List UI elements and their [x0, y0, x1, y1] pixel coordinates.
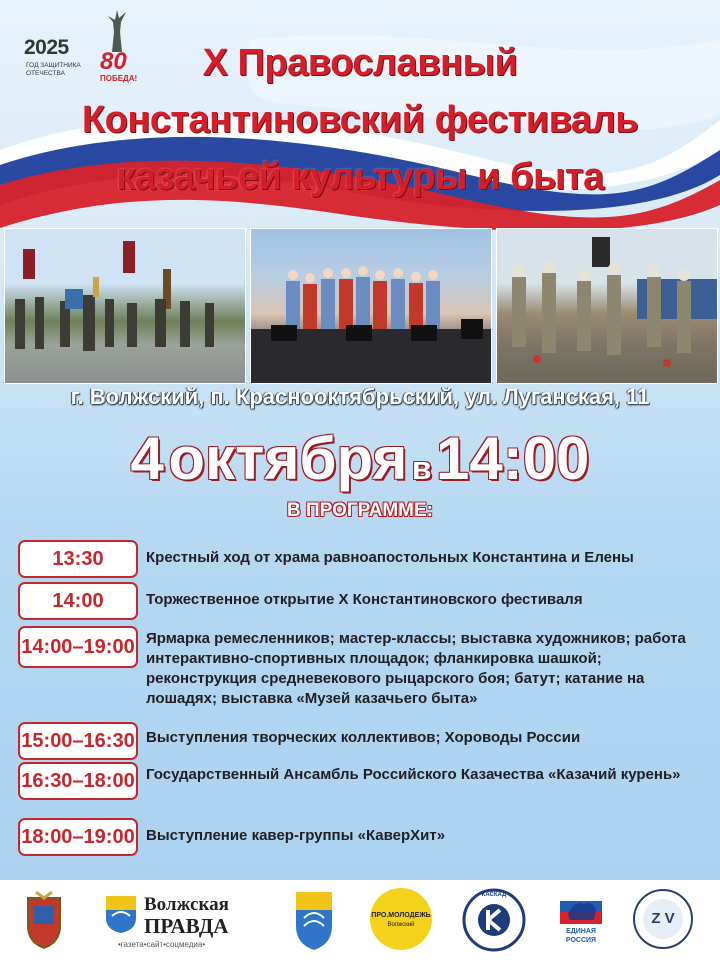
badge-80: 80 — [100, 48, 127, 75]
photo-stage-performance — [250, 228, 492, 384]
edinaya-label-1: ЕДИНАЯ — [566, 928, 596, 935]
title-line-2: Константиновский фестиваль — [81, 99, 639, 141]
schedule-time: 15:00–16:30 — [18, 722, 138, 760]
photo-strip — [4, 228, 716, 384]
date-time: 14:00 — [435, 425, 590, 492]
promolodezh-label: ПРО.МОЛОДЕЖЬ — [371, 912, 431, 919]
schedule-text: Крестный ход от храма равноапостольных Константина и Елены — [146, 549, 634, 566]
pravda-label: ПРАВДА — [144, 914, 229, 938]
partner-logos-footer — [0, 880, 720, 960]
schedule-text: Выступление кавер-группы «КаверХит» — [146, 827, 446, 844]
edinaya-rossiya-logo — [556, 888, 606, 952]
volzhskaya-pravda-logo — [104, 888, 264, 952]
schedule-time: 13:30 — [18, 540, 138, 578]
schedule-time: 14:00–19:00 — [18, 626, 138, 668]
event-date — [0, 424, 720, 493]
schedule-text: Государственный Ансамбль Российского Казачества «Казачий курень» — [146, 766, 681, 783]
badge-subtitle: ГОД ЗАЩИТНИКА ОТЕЧЕСТВА — [26, 62, 81, 77]
schedule-text: Торжественное открытие X Константиновского фестиваля — [146, 591, 583, 608]
photo-dancers — [496, 228, 718, 384]
title-line-3: казачьей культуры и быта — [116, 156, 604, 198]
photo-procession — [4, 228, 246, 384]
volzhsky-crest-icon — [292, 888, 336, 952]
schedule-text: Выступления творческих коллективов; Хороводы России — [146, 729, 581, 746]
schedule-time: 14:00 — [18, 582, 138, 620]
date-month: октября — [168, 425, 408, 492]
promolodezh-sub: Волжский — [387, 922, 415, 928]
volzhskaya-label: Волжская — [144, 894, 229, 915]
zv-label: Z V — [651, 910, 675, 927]
coat-of-arms-icon — [22, 888, 66, 952]
pravda-tagline: •газета•сайт•соцмедиа• — [118, 940, 206, 949]
schedule-time: 16:30–18:00 — [18, 762, 138, 800]
title-line-1: X Православный — [202, 42, 518, 84]
edinaya-rossiya-bear-icon — [560, 890, 602, 924]
badge-year: 2025 — [24, 36, 69, 59]
date-day: 4 — [130, 425, 164, 492]
schedule-text: Ярмарка ремесленников; мастер-классы; выставка художников; работа интерактивно-спортивных площадок; фланкировка шашкой; реконструкция средневекового рыцарского боя; батут; катание на лошадях; выставка «Музей казачьего быта» — [146, 630, 686, 707]
event-address: г. Волжский, п. Краснооктябрьский, ул. Луганская, 11 — [70, 384, 650, 409]
promolodezh-logo — [370, 888, 434, 952]
zv-logo — [632, 888, 694, 952]
badge-pobeda: ПОБЕДА! — [100, 74, 138, 83]
date-preposition: в — [411, 450, 432, 486]
kaskad-label: КАСКАД — [481, 892, 507, 898]
program-heading: В ПРОГРАММЕ: — [286, 500, 433, 521]
volzhsky-crest-icon — [104, 894, 138, 934]
edinaya-label-2: РОССИЯ — [565, 937, 597, 944]
kaskad-logo — [462, 888, 528, 952]
schedule-time: 18:00–19:00 — [18, 818, 138, 856]
